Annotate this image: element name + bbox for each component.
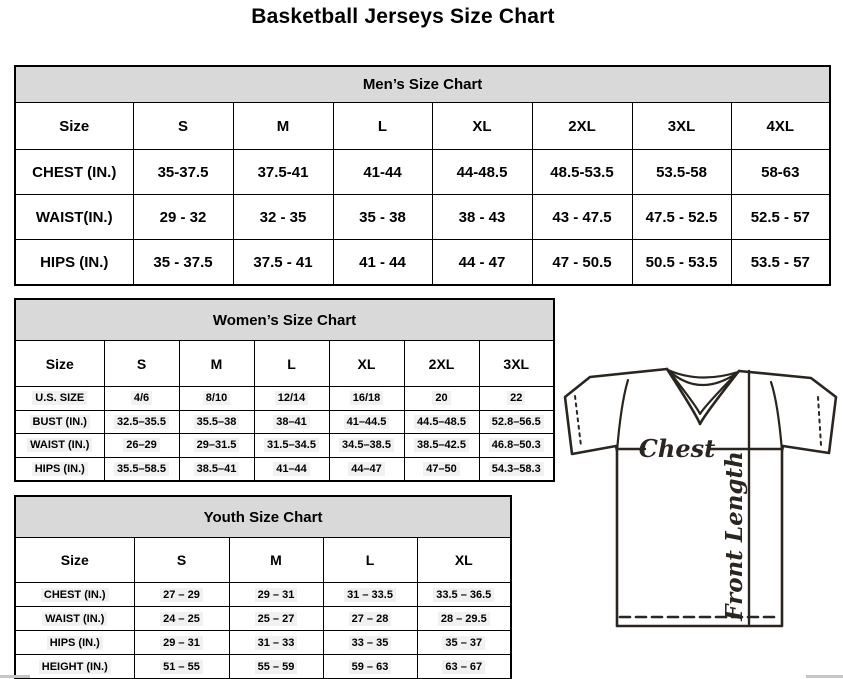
- cell: [323, 607, 417, 631]
- cell-text: 47–50: [423, 462, 460, 476]
- col-header: L: [333, 103, 432, 150]
- cell-text: 38–41: [273, 415, 310, 429]
- cell: [417, 631, 511, 655]
- cell-text: 35.5–38: [194, 415, 240, 429]
- cell-text: 35 – 37: [442, 636, 485, 650]
- col-header: 2XL: [532, 103, 632, 150]
- row-label-text: HEIGHT (IN.): [39, 660, 111, 674]
- cell: [329, 387, 404, 411]
- cell: [229, 655, 323, 679]
- cell: [134, 631, 229, 655]
- row-label-text: CHEST (IN.): [41, 588, 109, 602]
- col-header: 4XL: [731, 103, 830, 150]
- cell: 41-44: [333, 150, 432, 195]
- col-header: 3XL: [632, 103, 731, 150]
- row-label: HIPS (IN.): [15, 240, 133, 286]
- cell-text: 35.5–58.5: [114, 462, 169, 476]
- cell: [404, 434, 479, 458]
- cell: 43 - 47.5: [532, 195, 632, 240]
- cell: [134, 655, 229, 679]
- cell: [329, 410, 404, 434]
- cell: [254, 387, 329, 411]
- cell: [179, 410, 254, 434]
- cell-text: 25 – 27: [255, 612, 298, 626]
- cell: [323, 655, 417, 679]
- cell: [179, 434, 254, 458]
- cell-text: 29–31.5: [194, 438, 240, 452]
- cell-text: 32.5–35.5: [114, 415, 169, 429]
- row-label: WAIST(IN.): [15, 195, 133, 240]
- cell-text: 46.8–50.3: [489, 438, 544, 452]
- cell: [254, 457, 329, 481]
- cell-text: 63 – 67: [442, 660, 485, 674]
- cell: 37.5 - 41: [233, 240, 333, 286]
- col-header: M: [233, 103, 333, 150]
- cell: [329, 434, 404, 458]
- cell-text: 41–44: [273, 462, 310, 476]
- cell: [417, 583, 511, 607]
- row-label-text: U.S. SIZE: [32, 391, 87, 405]
- col-header: Size: [15, 103, 133, 150]
- row-label: [15, 631, 134, 655]
- cell: [323, 583, 417, 607]
- chest-label: Chest: [638, 434, 716, 463]
- cell-text: 52.8–56.5: [489, 415, 544, 429]
- cell: [104, 410, 179, 434]
- jersey-left-cuff-stitch: [575, 396, 581, 446]
- cell: [404, 410, 479, 434]
- table-row: [15, 240, 830, 286]
- cell: [479, 387, 554, 411]
- jersey-outline: [565, 369, 836, 626]
- row-label-text: HIPS (IN.): [32, 462, 88, 476]
- cell: [134, 607, 229, 631]
- cell: [417, 655, 511, 679]
- cell: 38 - 43: [432, 195, 532, 240]
- jersey-right-seam: [771, 382, 782, 451]
- mens-size-table: [14, 65, 831, 286]
- cell-text: 4/6: [131, 391, 152, 405]
- cell-text: 31 – 33.5: [344, 588, 396, 602]
- row-label: [15, 387, 104, 411]
- womens-table-title: Women’s Size Chart: [15, 299, 554, 341]
- scrollbar-fragment-right[interactable]: [806, 675, 843, 678]
- col-header: XL: [432, 103, 532, 150]
- table-row: [15, 195, 830, 240]
- col-header: XL: [329, 341, 404, 387]
- cell: 44-48.5: [432, 150, 532, 195]
- row-label: CHEST (IN.): [15, 150, 133, 195]
- col-header: S: [134, 538, 229, 583]
- cell: 48.5-53.5: [532, 150, 632, 195]
- cell-text: 24 – 25: [160, 612, 203, 626]
- col-header: M: [229, 538, 323, 583]
- cell-text: 27 – 28: [349, 612, 392, 626]
- cell-text: 22: [507, 391, 525, 405]
- cell: [179, 457, 254, 481]
- cell: [479, 434, 554, 458]
- cell-text: 16/18: [350, 391, 384, 405]
- col-header: S: [104, 341, 179, 387]
- col-header: L: [254, 341, 329, 387]
- cell: [254, 434, 329, 458]
- cell-text: 31.5–34.5: [264, 438, 319, 452]
- cell: [179, 387, 254, 411]
- row-label-text: WAIST (IN.): [42, 612, 107, 626]
- table-row: [15, 434, 554, 458]
- row-label: [15, 457, 104, 481]
- jersey-collar-arc-1: [668, 370, 738, 378]
- col-header: 3XL: [479, 341, 554, 387]
- cell-text: 28 – 29.5: [438, 612, 490, 626]
- cell: 52.5 - 57: [731, 195, 830, 240]
- cell: 29 - 32: [133, 195, 233, 240]
- table-row: [15, 631, 511, 655]
- cell: 32 - 35: [233, 195, 333, 240]
- cell-text: 38.5–41: [194, 462, 240, 476]
- cell-text: 38.5–42.5: [414, 438, 469, 452]
- cell: [254, 410, 329, 434]
- cell: 58-63: [731, 150, 830, 195]
- cell-text: 12/14: [275, 391, 309, 405]
- cell-text: 54.3–58.3: [489, 462, 544, 476]
- cell: 53.5 - 57: [731, 240, 830, 286]
- cell-text: 55 – 59: [255, 660, 298, 674]
- cell-text: 44–47: [348, 462, 385, 476]
- cell: [229, 631, 323, 655]
- cell: 41 - 44: [333, 240, 432, 286]
- cell: [404, 457, 479, 481]
- cell: [229, 583, 323, 607]
- row-label: [15, 434, 104, 458]
- table-row: [15, 655, 511, 679]
- cell: 47.5 - 52.5: [632, 195, 731, 240]
- jersey-measurement-diagram: [558, 358, 843, 643]
- col-header: Size: [15, 538, 134, 583]
- cell-text: 20: [432, 391, 450, 405]
- cell: [229, 607, 323, 631]
- cell: [104, 387, 179, 411]
- row-label-text: WAIST (IN.): [27, 438, 92, 452]
- cell-text: 27 – 29: [160, 588, 203, 602]
- cell: 35-37.5: [133, 150, 233, 195]
- cell: [323, 631, 417, 655]
- cell-text: 51 – 55: [160, 660, 203, 674]
- col-header: M: [179, 341, 254, 387]
- youth-table-title: Youth Size Chart: [15, 496, 511, 538]
- cell: [404, 387, 479, 411]
- cell: [329, 457, 404, 481]
- cell: 47 - 50.5: [532, 240, 632, 286]
- col-header: XL: [417, 538, 511, 583]
- col-header: 2XL: [404, 341, 479, 387]
- jersey-left-seam: [617, 380, 628, 451]
- cell-text: 29 – 31: [255, 588, 298, 602]
- mens-table-title: Men’s Size Chart: [15, 66, 830, 103]
- col-header: Size: [15, 341, 104, 387]
- cell: 50.5 - 53.5: [632, 240, 731, 286]
- table-row: [15, 150, 830, 195]
- scrollbar-fragment-left[interactable]: [0, 675, 30, 678]
- cell-text: 44.5–48.5: [414, 415, 469, 429]
- front-length-label: Front Length: [721, 451, 748, 621]
- cell-text: 33 – 35: [349, 636, 392, 650]
- cell-text: 59 – 63: [349, 660, 392, 674]
- cell: [479, 457, 554, 481]
- cell: 35 - 38: [333, 195, 432, 240]
- jersey-right-cuff-stitch: [818, 397, 821, 445]
- cell: [417, 607, 511, 631]
- row-label: [15, 583, 134, 607]
- youth-size-table: [14, 495, 512, 679]
- table-row: [15, 410, 554, 434]
- table-row: [15, 387, 554, 411]
- cell-text: 41–44.5: [344, 415, 390, 429]
- col-header: L: [323, 538, 417, 583]
- page-title: Basketball Jerseys Size Chart: [251, 5, 555, 28]
- cell-text: 29 – 31: [160, 636, 203, 650]
- cell: 37.5-41: [233, 150, 333, 195]
- cell-text: 26–29: [123, 438, 160, 452]
- cell: [479, 410, 554, 434]
- cell: 53.5-58: [632, 150, 731, 195]
- table-row: [15, 583, 511, 607]
- table-row: [15, 457, 554, 481]
- womens-size-table: [14, 298, 555, 482]
- cell: [134, 583, 229, 607]
- row-label: [15, 410, 104, 434]
- row-label: [15, 655, 134, 679]
- cell-text: 34.5–38.5: [339, 438, 394, 452]
- col-header: S: [133, 103, 233, 150]
- cell-text: 31 – 33: [255, 636, 298, 650]
- cell: 44 - 47: [432, 240, 532, 286]
- table-row: [15, 607, 511, 631]
- row-label-text: BUST (IN.): [30, 415, 90, 429]
- cell-text: 8/10: [203, 391, 230, 405]
- row-label: [15, 607, 134, 631]
- cell: 35 - 37.5: [133, 240, 233, 286]
- row-label-text: HIPS (IN.): [47, 636, 103, 650]
- cell-text: 33.5 – 36.5: [433, 588, 494, 602]
- cell: [104, 434, 179, 458]
- cell: [104, 457, 179, 481]
